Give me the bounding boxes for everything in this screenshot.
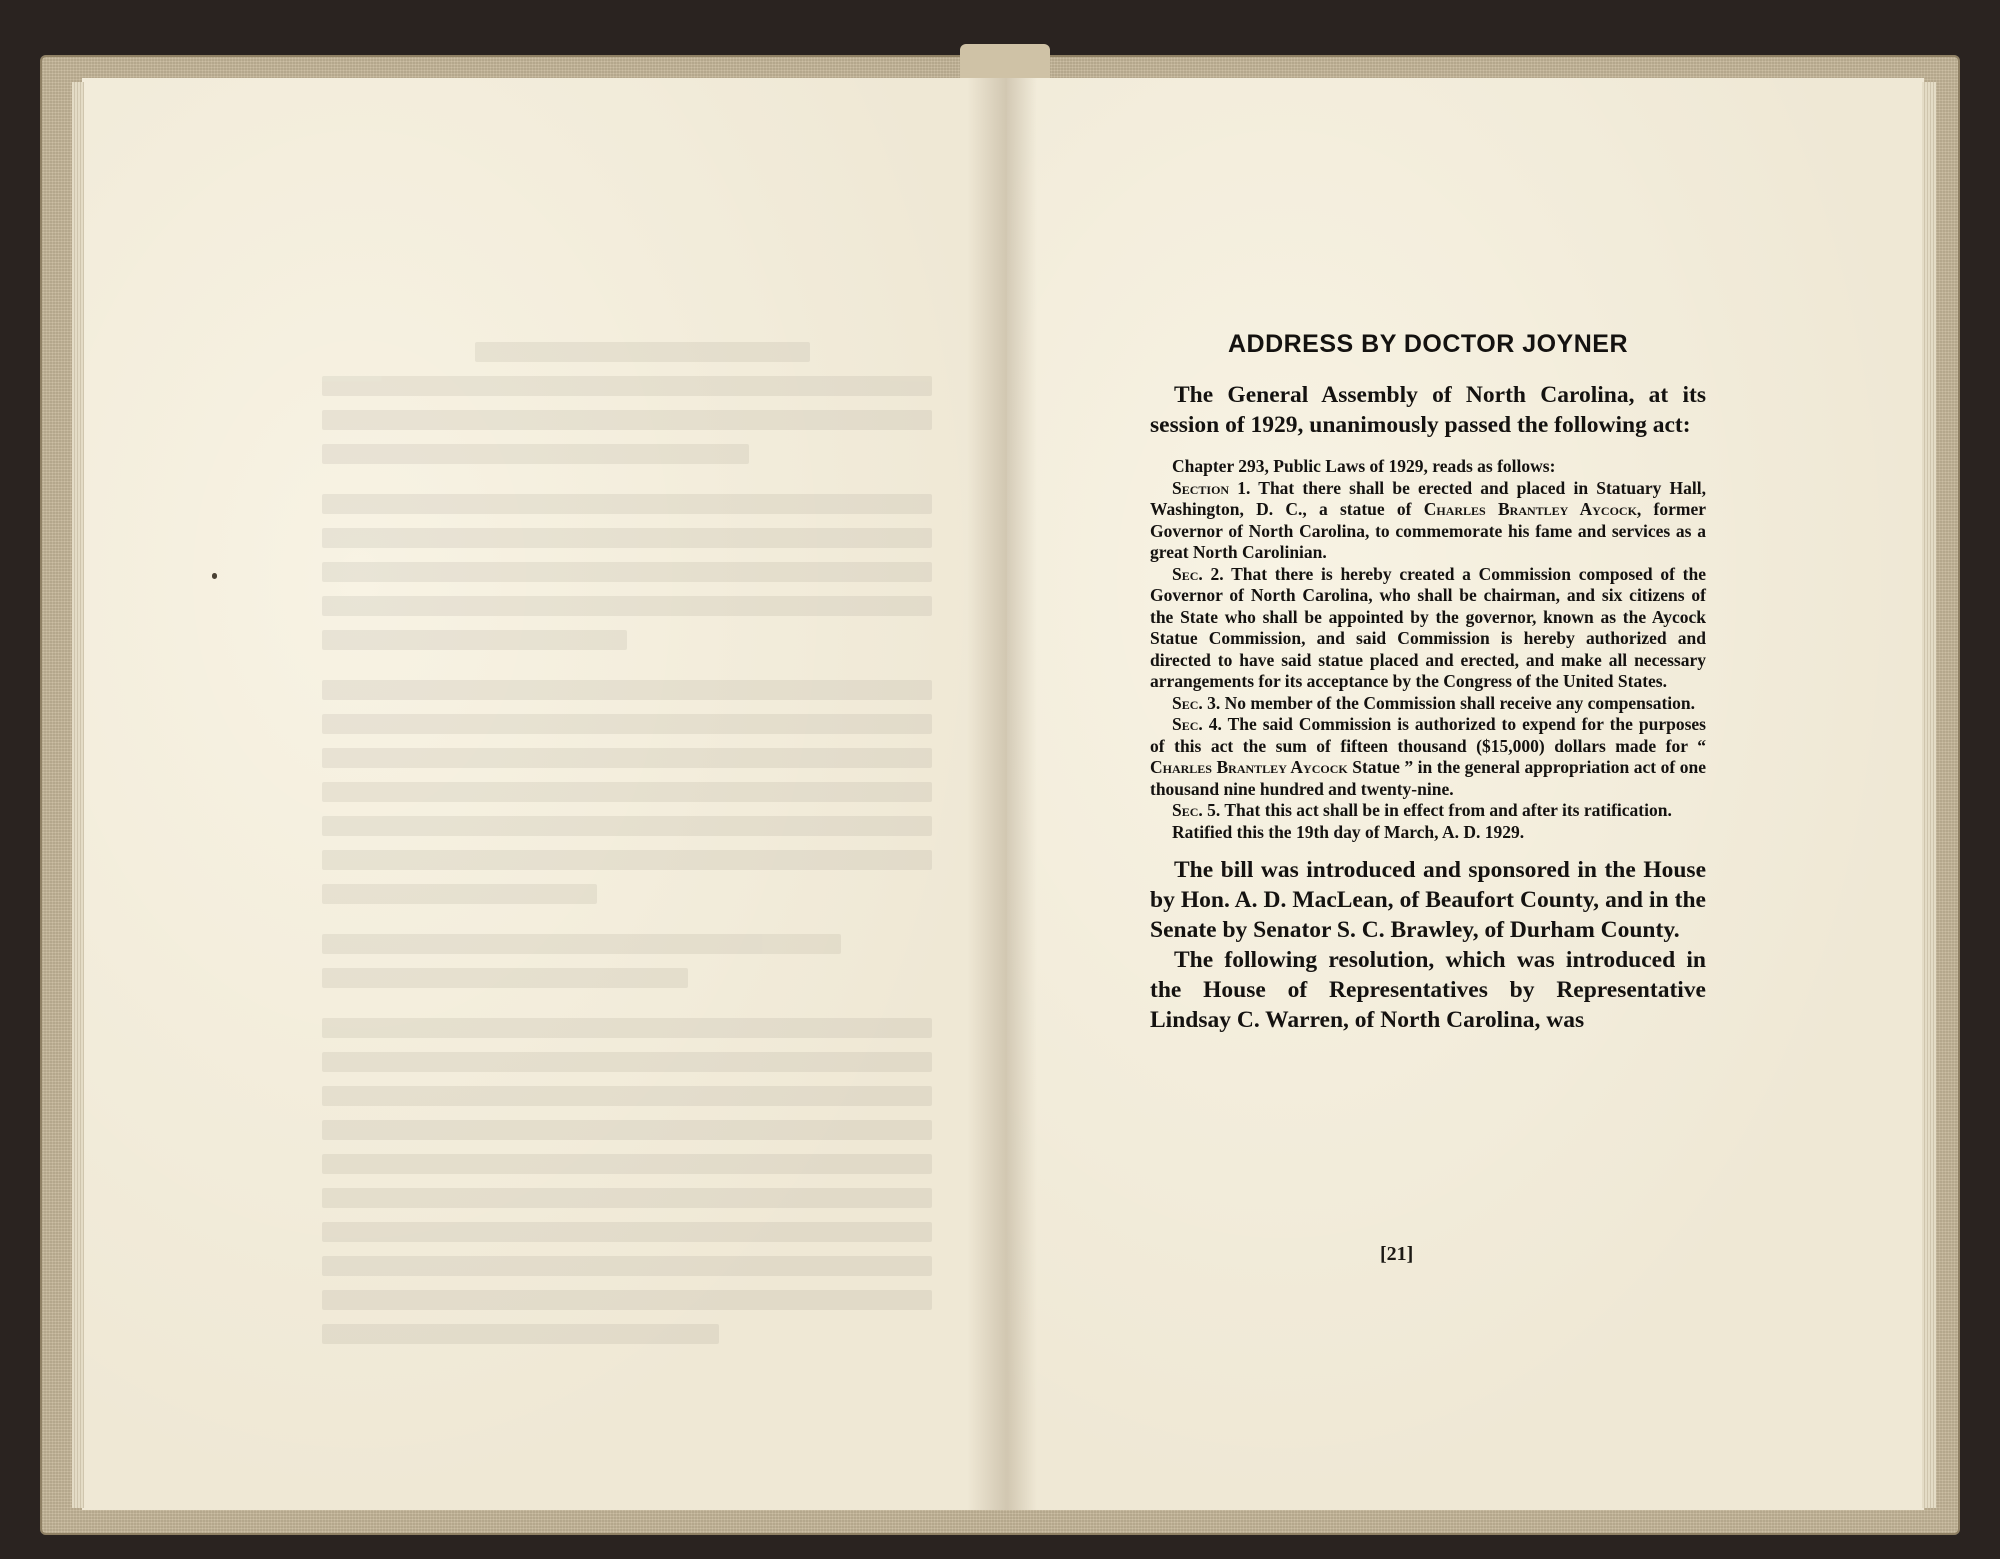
left-page-edges [72, 82, 84, 1508]
ratification: Ratified this the 19th day of March, A. D. 1929. [1172, 821, 1525, 842]
section-1: Section 1. That there shall be erected and placed in Statuary Hall, Washington, D. C., a statue of Charles Brantley Aycock, former Governor of North Carolina, to commemorate his fame and services as a great North Carolinian. [1150, 477, 1707, 562]
section-5: Sec. 5. That this act shall be in effect from and after its ratification. [1172, 800, 1672, 820]
section-4: Sec. 4. The said Commission is authorized to expend for the purposes of this act the sum of fifteen thousand ($15,000) dollars made for “ Charles Brantley Aycock Statue ” in the general appropriation act of one thousand nine hundred and twenty-nine. [1150, 714, 1706, 799]
act-text [1150, 456, 1706, 843]
speck [212, 573, 217, 579]
page-heading: ADDRESS BY DOCTOR JOYNER [1227, 330, 1629, 358]
right-page-edges [1922, 82, 1936, 1508]
show-through-text [322, 328, 932, 1358]
bill-paragraph: The bill was introduced and sponsored in the House by Hon. A. D. MacLean, of Beaufort County, and in the Senate by Senator S. C. Brawley, of Durham County. [1150, 857, 1706, 943]
resolution-paragraph: The following resolution, which was introduced in the House of Representatives by Representative Lindsay C. Warren, of North Carolina, was [1150, 947, 1706, 1033]
section-3: Sec. 3. No member of the Commission shall receive any compensation. [1172, 692, 1696, 713]
act-chapter: Chapter 293, Public Laws of 1929, reads as follows: [1172, 456, 1556, 476]
right-gutter-shadow [1007, 78, 1037, 1510]
left-gutter-shadow [967, 78, 1007, 1510]
section-2: Sec. 2. That there is hereby created a Commission composed of the Governor of North Carolina, who shall be chairman, and six citizens of the State who shall be appointed by the governor, known as the Aycock Statue Commission, and said Commission is hereby authorized and directed to have said statue placed and erected, and make all necessary arrangements for its acceptance by the Congress of the United States. [1150, 563, 1707, 691]
left-page [82, 78, 1007, 1510]
page-number: [21] [1380, 1243, 1414, 1265]
intro-paragraph: The General Assembly of North Carolina, at its session of 1929, unanimously passed the following act: [1150, 382, 1706, 438]
page-text [1150, 330, 1706, 1035]
